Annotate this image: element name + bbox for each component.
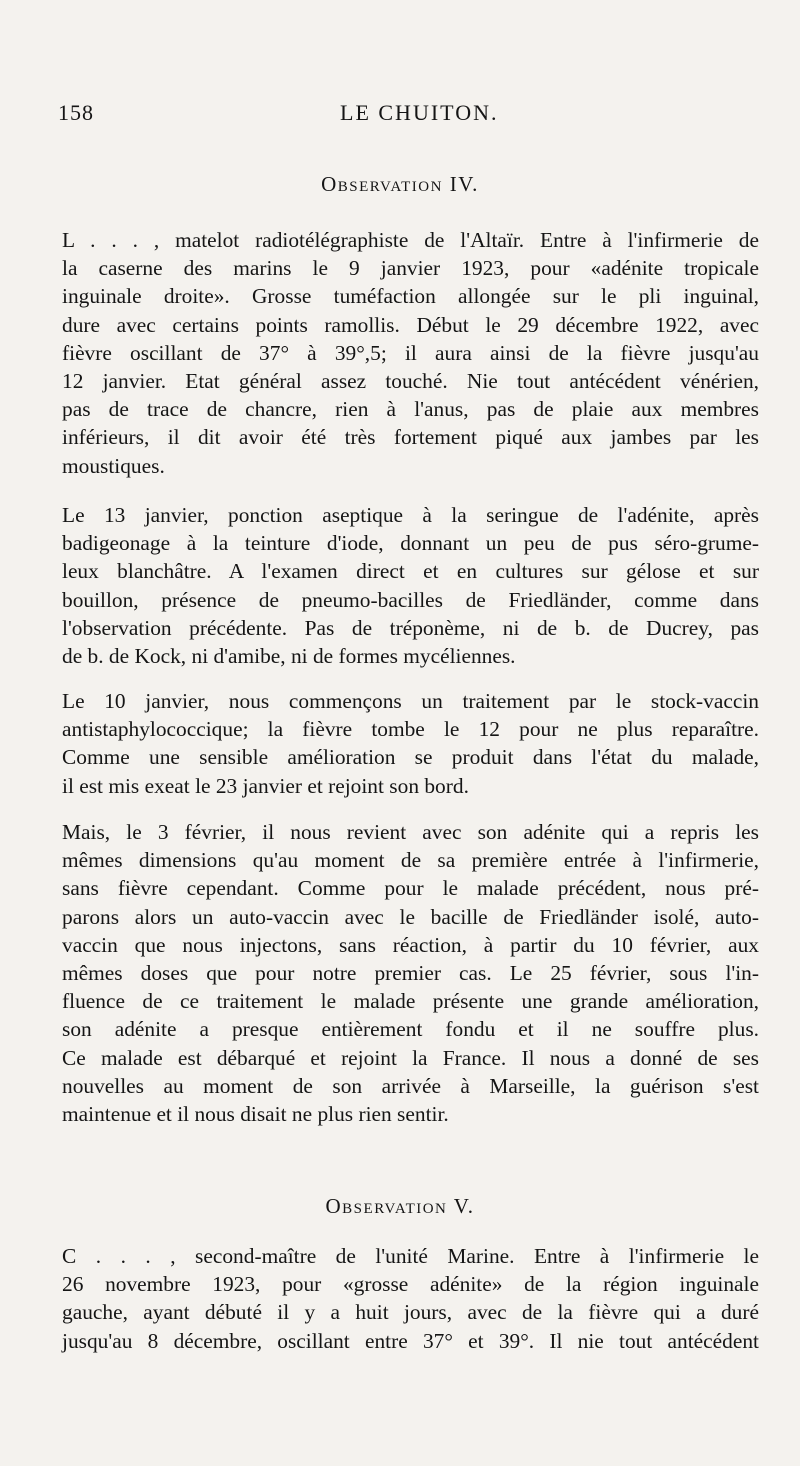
- text-line: 26 novembre 1923, pour «grosse adénite» de la région inguinale: [62, 1272, 759, 1297]
- text-line: Ce malade est débarqué et rejoint la France. Il nous a donné de ses: [62, 1045, 759, 1070]
- paragraph: [62, 501, 759, 670]
- text-line: vaccin que nous injectons, sans réaction, à partir du 10 février, aux: [62, 932, 759, 957]
- running-title: LE CHUITON.: [340, 100, 499, 125]
- text-line: il est mis exeat le 23 janvier et rejoint son bord.: [62, 773, 469, 798]
- text-line: nouvelles au moment de son arrivée à Marseille, la guérison s'est: [62, 1073, 759, 1098]
- text-line: Comme une sensible amélioration se produit dans l'état du malade,: [62, 745, 759, 770]
- text-line: la caserne des marins le 9 janvier 1923, pour «adénite tropicale: [62, 256, 759, 281]
- text-line: pas de trace de chancre, rien à l'anus, pas de plaie aux membres: [62, 397, 759, 422]
- text-line: fièvre oscillant de 37° à 39°,5; il aura ainsi de la fièvre jusqu'au: [62, 340, 759, 365]
- page-number: 158: [58, 100, 94, 125]
- paragraph: [62, 687, 759, 800]
- text-line: 12 janvier. Etat général assez touché. Nie tout antécédent vénérien,: [62, 369, 759, 394]
- text-line: mêmes dimensions qu'au moment de sa première entrée à l'infirmerie,: [62, 848, 759, 873]
- text-line: antistaphylococcique; la fièvre tombe le 12 pour ne plus reparaître.: [62, 717, 759, 742]
- text-line: gauche, ayant débuté il y a huit jours, avec de la fièvre qui a duré: [62, 1300, 759, 1325]
- text-line: Le 10 janvier, nous commençons un traitement par le stock-vaccin: [62, 689, 759, 713]
- text-line: moustiques.: [62, 453, 165, 478]
- text-line: maintenue et il nous disait ne plus rien sentir.: [62, 1102, 449, 1127]
- text-line: Le 13 janvier, ponction aseptique à la seringue de l'adénite, après: [62, 503, 759, 527]
- text-line: l'observation précédente. Pas de tréponème, ni de b. de Ducrey, pas: [62, 615, 759, 640]
- text-line: inférieurs, il dit avoir été très fortement piqué aux jambes par les: [62, 425, 759, 450]
- text-line: sans fièvre cependant. Comme pour le malade précédent, nous pré-: [62, 876, 759, 901]
- observation-title: Observation IV.: [321, 172, 479, 196]
- text-line: badigeonage à la teinture d'iode, donnant un peu de pus séro-grume-: [62, 531, 759, 556]
- text-line: L . . . , matelot radiotélégraphiste de l'Altaïr. Entre à l'infirmerie de: [62, 228, 759, 252]
- text-line: fluence de ce traitement le malade présente une grande amélioration,: [62, 989, 759, 1014]
- paragraph: [62, 1242, 759, 1355]
- text-line: parons alors un auto-vaccin avec le bacille de Friedländer isolé, auto-: [62, 904, 759, 929]
- text-line: son adénite a presque entièrement fondu et il ne souffre plus.: [62, 1017, 759, 1042]
- text-line: leux blanchâtre. A l'examen direct et en cultures sur gélose et sur: [62, 559, 759, 584]
- text-line: dure avec certains points ramollis. Début le 29 décembre 1922, avec: [62, 312, 759, 337]
- observation-title: Observation V.: [325, 1194, 475, 1218]
- paragraph: [62, 818, 759, 1128]
- text-line: Mais, le 3 février, il nous revient avec son adénite qui a repris les: [62, 820, 759, 844]
- text-line: inguinale droite». Grosse tuméfaction allongée sur le pli inguinal,: [62, 284, 759, 309]
- text-line: bouillon, présence de pneumo-bacilles de Friedländer, comme dans: [62, 587, 759, 612]
- text-line: jusqu'au 8 décembre, oscillant entre 37° et 39°. Il nie tout antécédent: [62, 1328, 759, 1353]
- text-line: de b. de Kock, ni d'amibe, ni de formes mycéliennes.: [62, 644, 516, 669]
- text-line: mêmes doses que pour notre premier cas. Le 25 février, sous l'in-: [62, 961, 759, 986]
- page-header: [58, 100, 760, 136]
- text-line: C . . . , second-maître de l'unité Marine. Entre à l'infirmerie le: [62, 1244, 759, 1268]
- paragraph: [62, 226, 759, 480]
